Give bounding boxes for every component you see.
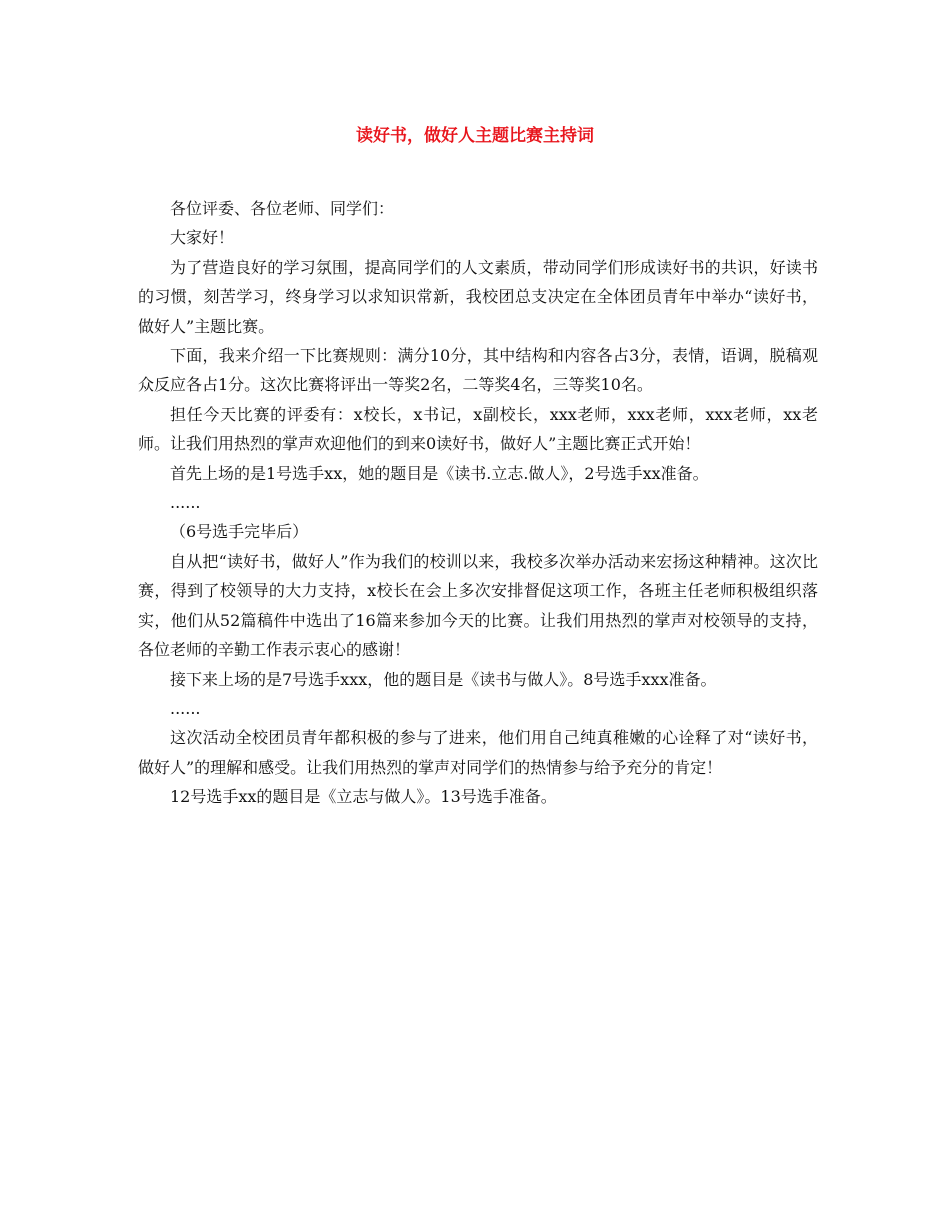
- paragraph-contestant-1: 首先上场的是1号选手xx，她的题目是《读书.立志.做人》，2号选手xx准备。: [170, 463, 709, 483]
- paragraph-rules: 下面，我来介绍一下比赛规则：满分10分，其中结构和内容各占3分，表情，语调，脱稿观众反应各占1分。这次比赛将评出一等奖2名，二等奖4名，三等奖10名。: [138, 346, 818, 395]
- document-body: [138, 194, 818, 812]
- paragraph-after-6: （6号选手完毕后）: [170, 522, 309, 542]
- paragraph-purpose: 为了营造良好的学习氛围，提高同学们的人文素质，带动同学们形成读好书的共识，好读书的习惯，刻苦学习，终身学习以求知识常新，我校团总支决定在全体团员青年中举办“读好书，做好人”主题比赛。: [138, 257, 818, 336]
- paragraph-school-motto: 自从把“读好书，做好人”作为我们的校训以来，我校多次举办活动来宏扬这种精神。这次比赛，得到了校领导的大力支持，x校长在会上多次安排督促这项工作，各班主任老师积极组织落实，他们从52篇稿件中选出了16篇来参加今天的比赛。让我们用热烈的掌声对校领导的支持，各位老师的辛勤工作表示衷心的感谢！: [138, 551, 818, 660]
- paragraph-ellipsis-2: ......: [170, 698, 201, 718]
- paragraph-contestant-12: 12号选手xx的题目是《立志与做人》。13号选手准备。: [170, 787, 557, 807]
- paragraph-greeting: 大家好！: [170, 228, 235, 248]
- paragraph-judges: 担任今天比赛的评委有：x校长，x书记，x副校长，xxx老师，xxx老师，xxx老师，xx老师。让我们用热烈的掌声欢迎他们的到来0读好书，做好人”主题比赛正式开始！: [138, 404, 818, 454]
- paragraph-salutation: 各位评委、各位老师、同学们：: [170, 199, 395, 218]
- paragraph-contestant-7: 接下来上场的是7号选手xxx，他的题目是《读书与做人》。8号选手xxx准备。: [170, 669, 717, 689]
- document-title: 读好书，做好人主题比赛主持词: [356, 126, 594, 146]
- paragraph-participation: 这次活动全校团员青年都积极的参与了进来，他们用自己纯真稚嫩的心诠释了对“读好书，做好人”的理解和感受。让我们用热烈的掌声对同学们的热情参与给予充分的肯定！: [138, 728, 818, 777]
- paragraph-ellipsis-1: ......: [170, 493, 201, 513]
